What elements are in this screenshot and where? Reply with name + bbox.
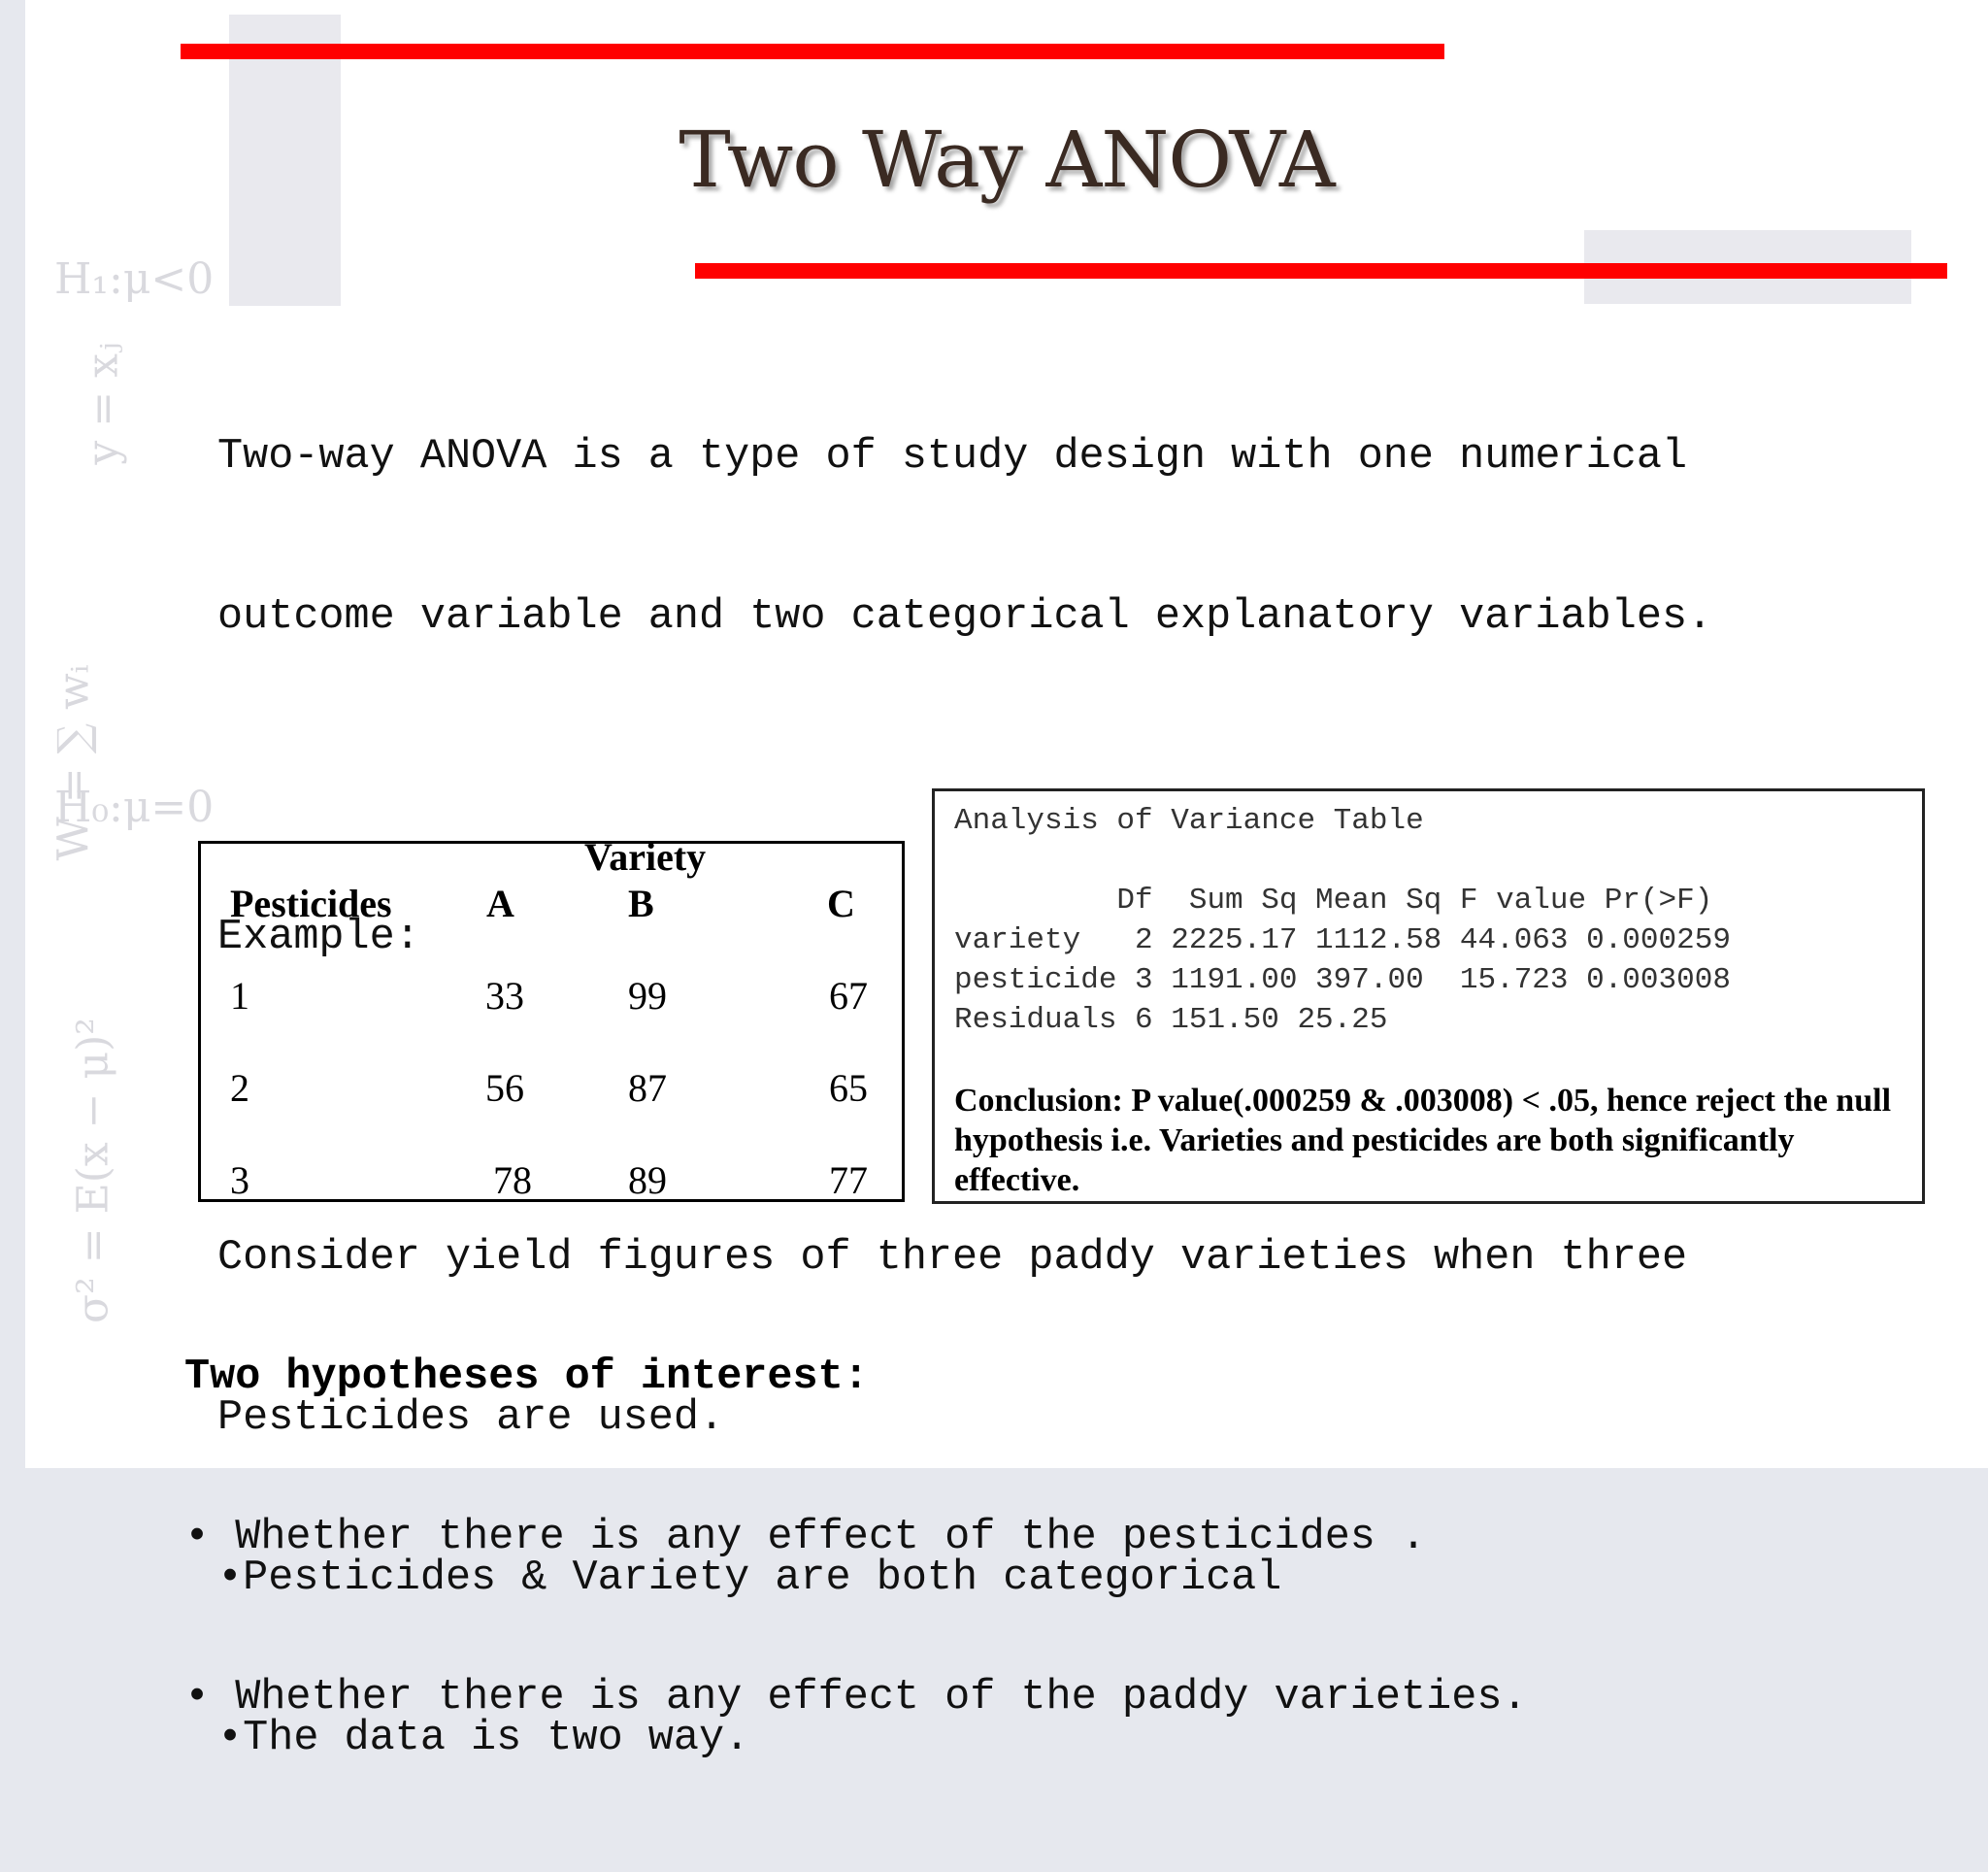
anova-header: Df Sum Sq Mean Sq F value Pr(>F) xyxy=(954,884,1713,918)
anova-conclusion: Conclusion: P value(.000259 & .003008) < .05, hence reject the null hypothesis i.e. Varieties and pesticides are both significantly effective. xyxy=(954,1083,1892,1198)
watermark-formula-2: W = ∑ wᵢ xyxy=(49,664,99,861)
anova-row-pesticide: pesticide 3 1191.00 397.00 15.723 0.003008 xyxy=(954,963,1731,997)
hypotheses-heading: Two hypotheses of interest: xyxy=(184,1354,869,1401)
table-column-c: C xyxy=(827,882,855,925)
table-cell: 89 xyxy=(628,1158,667,1202)
watermark-formula-1: σ² = E(x − μ)² xyxy=(68,1018,118,1323)
anova-output-box xyxy=(932,788,1925,1204)
table-cell: 78 xyxy=(493,1158,532,1202)
hypothesis-item: • Whether there is any effect of the paddy varieties. xyxy=(184,1674,1528,1722)
decor-red-bar-top xyxy=(181,44,1444,59)
intro-line-2: outcome variable and two categorical explanatory variables. xyxy=(217,593,1713,641)
pesticide-variety-table xyxy=(198,835,905,1202)
table-cell: 65 xyxy=(829,1066,868,1110)
hypothesis-item: • Whether there is any effect of the pesticides . xyxy=(184,1514,1427,1561)
consider-line-2: Pesticides are used. xyxy=(217,1394,725,1442)
example-label: Example: xyxy=(217,914,420,961)
slide xyxy=(25,0,1988,1762)
hypotheses-section xyxy=(184,1244,1528,1831)
intro-line-1: Two-way ANOVA is a type of study design with one numerical xyxy=(217,433,1688,481)
table-cell: 33 xyxy=(485,974,524,1018)
decor-red-bar-bottom xyxy=(695,263,1947,279)
watermark-formula-3: y = xⱼ xyxy=(78,342,128,465)
table-cell: 67 xyxy=(829,974,868,1018)
anova-row-variety: variety 2 2225.17 1112.58 44.063 0.000259 xyxy=(954,923,1731,957)
table-row-header: Pesticides xyxy=(230,882,392,925)
table-row-label: 1 xyxy=(230,974,249,1018)
table-column-a: A xyxy=(486,882,514,925)
anova-title: Analysis of Variance Table xyxy=(954,804,1424,838)
consider-line-1: Consider yield figures of three paddy varieties when three xyxy=(217,1234,1688,1282)
table-row-label: 3 xyxy=(230,1158,249,1202)
table-row-label: 2 xyxy=(230,1066,249,1110)
table-group-header: Variety xyxy=(584,835,707,879)
bullet-two-way: •The data is two way. xyxy=(217,1715,750,1762)
slide-title: Two Way ANOVA xyxy=(679,115,1335,205)
anova-row-residuals: Residuals 6 151.50 25.25 xyxy=(954,1003,1388,1037)
table-cell: 87 xyxy=(628,1066,667,1110)
table-cell: 77 xyxy=(829,1158,868,1202)
watermark-h0: H₀:μ=0 xyxy=(54,783,215,832)
watermark-h1: H₁:μ<0 xyxy=(54,254,215,304)
table-cell: 56 xyxy=(485,1066,524,1110)
table-column-b: B xyxy=(628,882,654,925)
table-cell: 99 xyxy=(628,974,667,1018)
bullet-categorical: •Pesticides & Variety are both categorical xyxy=(217,1554,1282,1602)
